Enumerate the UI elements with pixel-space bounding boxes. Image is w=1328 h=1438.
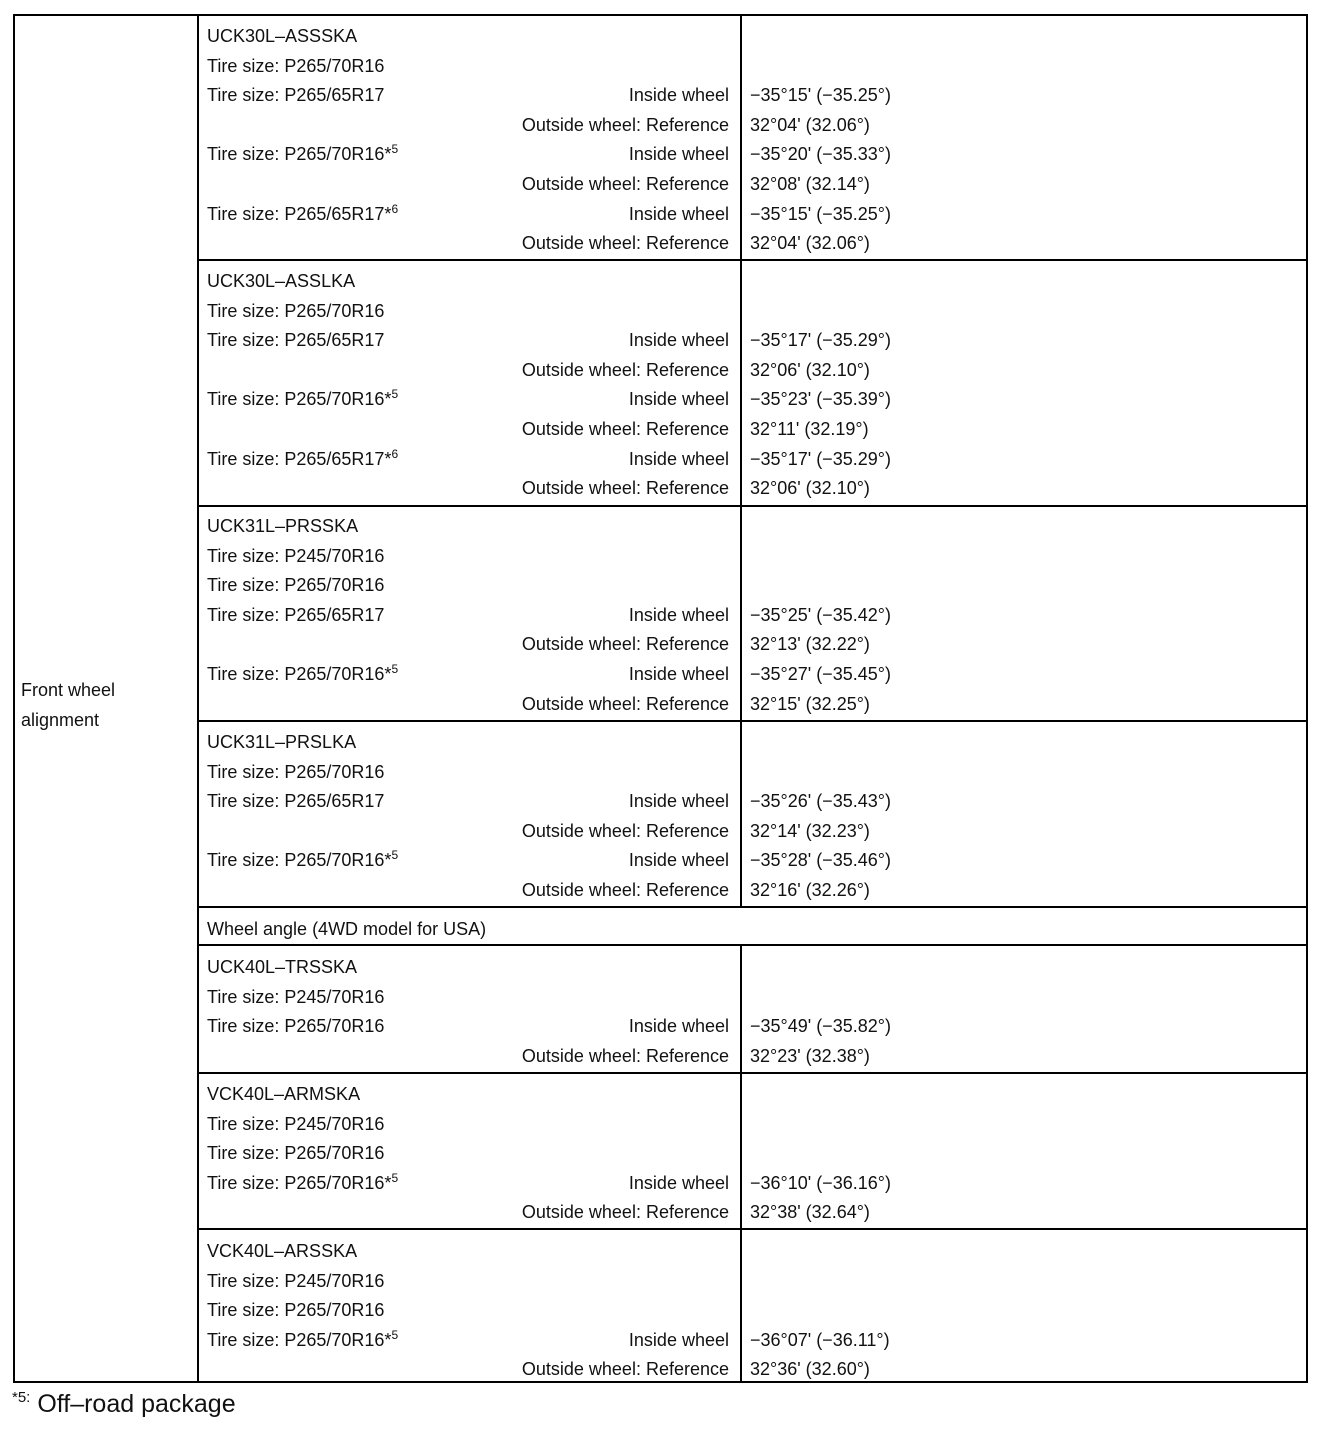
angle-value: −35°26' (−35.43°) (750, 791, 891, 811)
tire-size (207, 300, 384, 322)
angle-value: −35°25' (−35.42°) (750, 605, 891, 625)
column-divider-mid (740, 1072, 742, 1228)
tire-size-text: Tire size: P265/70R16* (207, 389, 392, 409)
tire-size (207, 1329, 398, 1351)
footnote-ref: 5 (391, 848, 399, 862)
wheel-label: Outside wheel: Reference (521, 478, 729, 498)
tire-size (207, 1113, 384, 1135)
tire-size-text: Tire size: P265/65R17 (207, 85, 385, 105)
tire-size (207, 55, 384, 77)
wheel-label: Outside wheel: Reference (521, 360, 729, 380)
tire-size-text: Tire size: P245/70R16 (207, 1114, 385, 1134)
footnote-text: Off–road package (37, 1390, 236, 1418)
footnote-ref: 5 (391, 142, 399, 156)
row-divider (197, 1072, 1308, 1074)
column-divider-mid (740, 504, 742, 720)
footnote-ref: 5 (391, 1328, 399, 1342)
wheel-label: Inside wheel (628, 850, 729, 870)
footnote-ref: 5 (391, 387, 399, 401)
angle-value: 32°15' (32.25°) (750, 694, 870, 714)
column-divider-mid (740, 259, 742, 505)
wheel-label: Inside wheel (628, 144, 729, 164)
wheel-label: Inside wheel (628, 664, 729, 684)
tire-size-text: Tire size: P265/70R16 (207, 1016, 385, 1036)
wheel-label: Outside wheel: Reference (521, 634, 729, 654)
column-divider-mid (740, 1229, 742, 1381)
wheel-label: Outside wheel: Reference (521, 1359, 729, 1379)
angle-value: 32°06' (32.10°) (750, 360, 870, 380)
column-divider-mid (740, 14, 742, 259)
row-divider (197, 944, 1308, 946)
tire-size (207, 448, 398, 470)
angle-value: 32°23' (32.38°) (750, 1046, 870, 1066)
footnote-mark: *5: (12, 1389, 31, 1406)
model-code: UCK31L–PRSSKA (207, 516, 359, 536)
wheel-label: Outside wheel: Reference (521, 1046, 729, 1066)
wheel-label: Outside wheel: Reference (521, 821, 729, 841)
tire-size (207, 574, 384, 596)
angle-value: −35°27' (−35.45°) (750, 664, 891, 684)
angle-value: 32°08' (32.14°) (750, 174, 870, 194)
tire-size-text: Tire size: P265/70R16 (207, 762, 385, 782)
wheel-label: Outside wheel: Reference (521, 174, 729, 194)
angle-value: −35°23' (−35.39°) (750, 389, 891, 409)
tire-size (207, 986, 384, 1008)
wheel-label: Outside wheel: Reference (521, 115, 729, 135)
angle-value: −35°28' (−35.46°) (750, 850, 891, 870)
tire-size-text: Tire size: P265/65R17 (207, 330, 385, 350)
angle-value: −35°17' (−35.29°) (750, 330, 891, 350)
wheel-label: Inside wheel (628, 791, 729, 811)
angle-value: −36°10' (−36.16°) (750, 1173, 891, 1193)
wheel-label: Inside wheel (628, 449, 729, 469)
angle-value: −35°49' (−35.82°) (750, 1016, 891, 1036)
wheel-label: Inside wheel (628, 204, 729, 224)
model-code: UCK40L–TRSSKA (207, 957, 358, 977)
wheel-label: Inside wheel (628, 1016, 729, 1036)
wheel-label: Inside wheel (628, 330, 729, 350)
wheel-label: Inside wheel (628, 389, 729, 409)
row-divider (197, 259, 1308, 261)
tire-size (207, 663, 398, 685)
tire-size (207, 1270, 384, 1292)
tire-size-text: Tire size: P265/70R16 (207, 56, 385, 76)
tire-size (207, 849, 398, 871)
tire-size-text: Tire size: P245/70R16 (207, 546, 385, 566)
wheel-label: Inside wheel (628, 605, 729, 625)
wheel-label: Inside wheel (628, 1173, 729, 1193)
model-code: VCK40L–ARSSKA (207, 1241, 358, 1261)
wheel-label: Outside wheel: Reference (521, 1202, 729, 1222)
tire-size (207, 388, 398, 410)
footnote-ref: 5 (391, 1171, 399, 1185)
tire-size-text: Tire size: P265/70R16 (207, 1143, 385, 1163)
tire-size (207, 604, 384, 626)
footnote-ref: 5 (391, 662, 399, 676)
tire-size (207, 143, 398, 165)
tire-size-text: Tire size: P265/70R16* (207, 1330, 392, 1350)
angle-value: 32°06' (32.10°) (750, 478, 870, 498)
tire-size (207, 329, 384, 351)
wheel-label: Outside wheel: Reference (521, 880, 729, 900)
model-code: VCK40L–ARMSKA (207, 1084, 361, 1104)
tire-size (207, 1142, 384, 1164)
footnote (12, 1390, 236, 1419)
tire-size-text: Tire size: P265/65R17 (207, 791, 385, 811)
tire-size-text: Tire size: P265/70R16* (207, 1173, 392, 1193)
footnote-ref: 6 (391, 202, 399, 216)
angle-value: 32°14' (32.23°) (750, 821, 870, 841)
tire-size (207, 84, 384, 106)
column-divider-mid (740, 720, 742, 906)
tire-size-text: Tire size: P265/70R16* (207, 664, 392, 684)
tire-size (207, 545, 384, 567)
wheel-label: Inside wheel (628, 85, 729, 105)
tire-size-text: Tire size: P245/70R16 (207, 987, 385, 1007)
tire-size-text: Tire size: P265/70R16 (207, 575, 385, 595)
model-code: UCK31L–PRSLKA (207, 732, 357, 752)
tire-size (207, 1299, 384, 1321)
row-label-line-2: alignment (21, 710, 100, 730)
column-divider-mid (740, 945, 742, 1072)
column-divider-left (197, 14, 199, 1383)
row-divider (197, 505, 1308, 507)
tire-size-text: Tire size: P265/65R17* (207, 204, 392, 224)
footnote-ref: 6 (391, 447, 399, 461)
row-label-line-1: Front wheel (21, 680, 116, 700)
wheel-label: Outside wheel: Reference (521, 694, 729, 714)
tire-size (207, 761, 384, 783)
tire-size-text: Tire size: P265/70R16 (207, 1300, 385, 1320)
wheel-label: Outside wheel: Reference (521, 233, 729, 253)
angle-value: 32°04' (32.06°) (750, 115, 870, 135)
angle-value: 32°36' (32.60°) (750, 1359, 870, 1379)
tire-size (207, 790, 384, 812)
tire-size-text: Tire size: P265/65R17 (207, 605, 385, 625)
wheel-angle-header: Wheel angle (4WD model for USA) (207, 919, 487, 939)
model-code: UCK30L–ASSSKA (207, 26, 358, 46)
tire-size-text: Tire size: P265/70R16 (207, 301, 385, 321)
angle-value: −36°07' (−36.11°) (750, 1330, 890, 1350)
tire-size (207, 203, 398, 225)
angle-value: 32°38' (32.64°) (750, 1202, 870, 1222)
wheel-label: Inside wheel (628, 1330, 729, 1350)
tire-size (207, 1172, 398, 1194)
tire-size-text: Tire size: P265/70R16* (207, 850, 392, 870)
tire-size-text: Tire size: P245/70R16 (207, 1271, 385, 1291)
angle-value: 32°16' (32.26°) (750, 880, 870, 900)
angle-value: 32°13' (32.22°) (750, 634, 870, 654)
angle-value: −35°15' (−35.25°) (750, 85, 891, 105)
row-divider (197, 906, 1308, 908)
angle-value: −35°15' (−35.25°) (750, 204, 891, 224)
angle-value: −35°20' (−35.33°) (750, 144, 891, 164)
tire-size (207, 1015, 384, 1037)
tire-size-text: Tire size: P265/70R16* (207, 144, 392, 164)
angle-value: 32°04' (32.06°) (750, 233, 870, 253)
angle-value: 32°11' (32.19°) (750, 419, 869, 439)
tire-size-text: Tire size: P265/65R17* (207, 449, 392, 469)
angle-value: −35°17' (−35.29°) (750, 449, 891, 469)
row-divider (197, 720, 1308, 722)
wheel-label: Outside wheel: Reference (521, 419, 729, 439)
row-divider (197, 1228, 1308, 1230)
model-code: UCK30L–ASSLKA (207, 271, 356, 291)
